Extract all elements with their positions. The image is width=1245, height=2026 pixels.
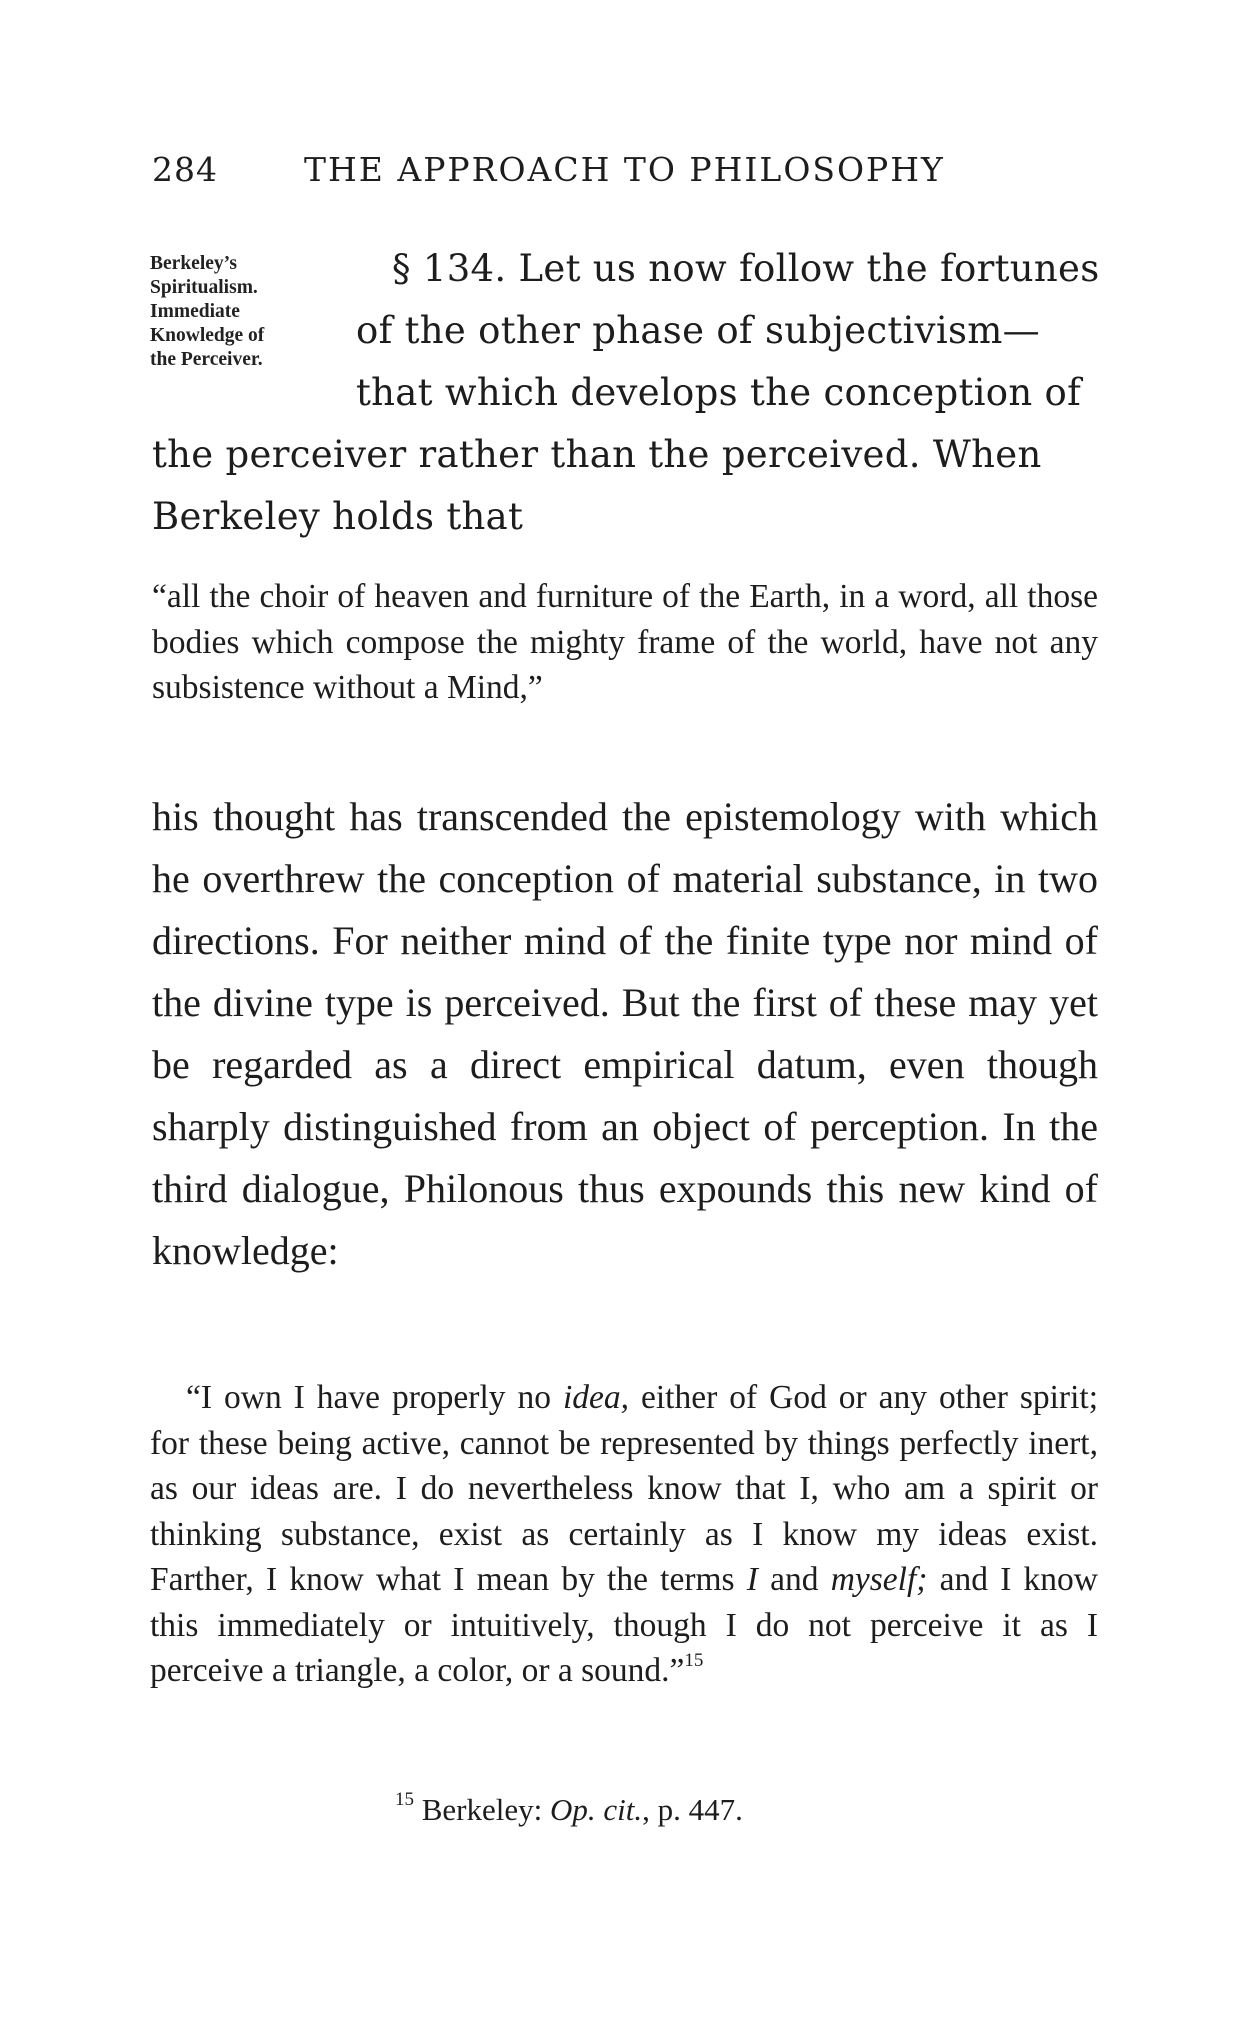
- margin-note-line: Berkeley’s: [150, 253, 237, 274]
- page-number: 284: [152, 150, 218, 189]
- footnote: [395, 1789, 743, 1828]
- margin-note-line: Immediate: [150, 301, 240, 322]
- paragraph-line: § 134. Let us now follow the fortunes: [392, 247, 1100, 290]
- paragraph-line: Berkeley holds that: [152, 495, 524, 538]
- margin-note: [150, 252, 338, 372]
- quote-italic: myself;: [830, 1561, 928, 1598]
- footnote-work: Op. cit.: [550, 1792, 643, 1827]
- quote-text: and: [757, 1561, 831, 1598]
- footnote-page: , p. 447.: [642, 1792, 743, 1827]
- margin-note-line: Knowledge of: [150, 325, 265, 346]
- paragraph-line: that which develops the conception of: [356, 371, 1082, 414]
- quote-italic: I: [746, 1561, 758, 1598]
- quote-text: and I know this immediately or intuitively, though I do not perceive it as I perceive a triangle, a color, or a sound.”: [150, 1561, 1098, 1689]
- footnote-author: Berkeley:: [421, 1792, 551, 1827]
- margin-note-line: Spiritualism.: [150, 277, 258, 298]
- footnote-reference: 15: [684, 1650, 704, 1671]
- paragraph-line: of the other phase of subjectivism—: [356, 309, 1040, 352]
- paragraph-continuation: his thought has transcended the epistemology with which he overthrew the conception of material substance, in two directions. For neither mind of the finite type nor mind of the divine type is perceived. But the first of these may yet be regarded as a direct empirical datum, even though sharply distinguished from an object of perception. In the third dialogue, Philonous thus expounds this new kind of knowledge:: [152, 794, 1098, 1273]
- margin-note-line: the Perceiver.: [150, 349, 263, 370]
- quote-italic: idea,: [562, 1379, 630, 1416]
- footnote-number: 15: [395, 1789, 414, 1810]
- paragraph-line: the perceiver rather than the perceived. When: [152, 433, 1042, 476]
- quote-text: “I own I have properly no: [186, 1379, 563, 1416]
- quote-text: either of God or any other spirit; for these being active, cannot be represented by things perfectly inert, as our ideas are. I do nevertheless know that I, who am a spirit or thinking substance, exist as certainly as I know my ideas exist. Farther, I know what I mean by the terms: [150, 1379, 1098, 1598]
- running-head: THE APPROACH TO PHILOSOPHY: [304, 150, 945, 189]
- block-quote-berkeley: “all the choir of heaven and furniture of the Earth, in a word, all those bodies which compose the mighty frame of the world, have not any subsistence without a Mind,”: [152, 578, 1098, 706]
- block-quote-philonous: [150, 1375, 1098, 1694]
